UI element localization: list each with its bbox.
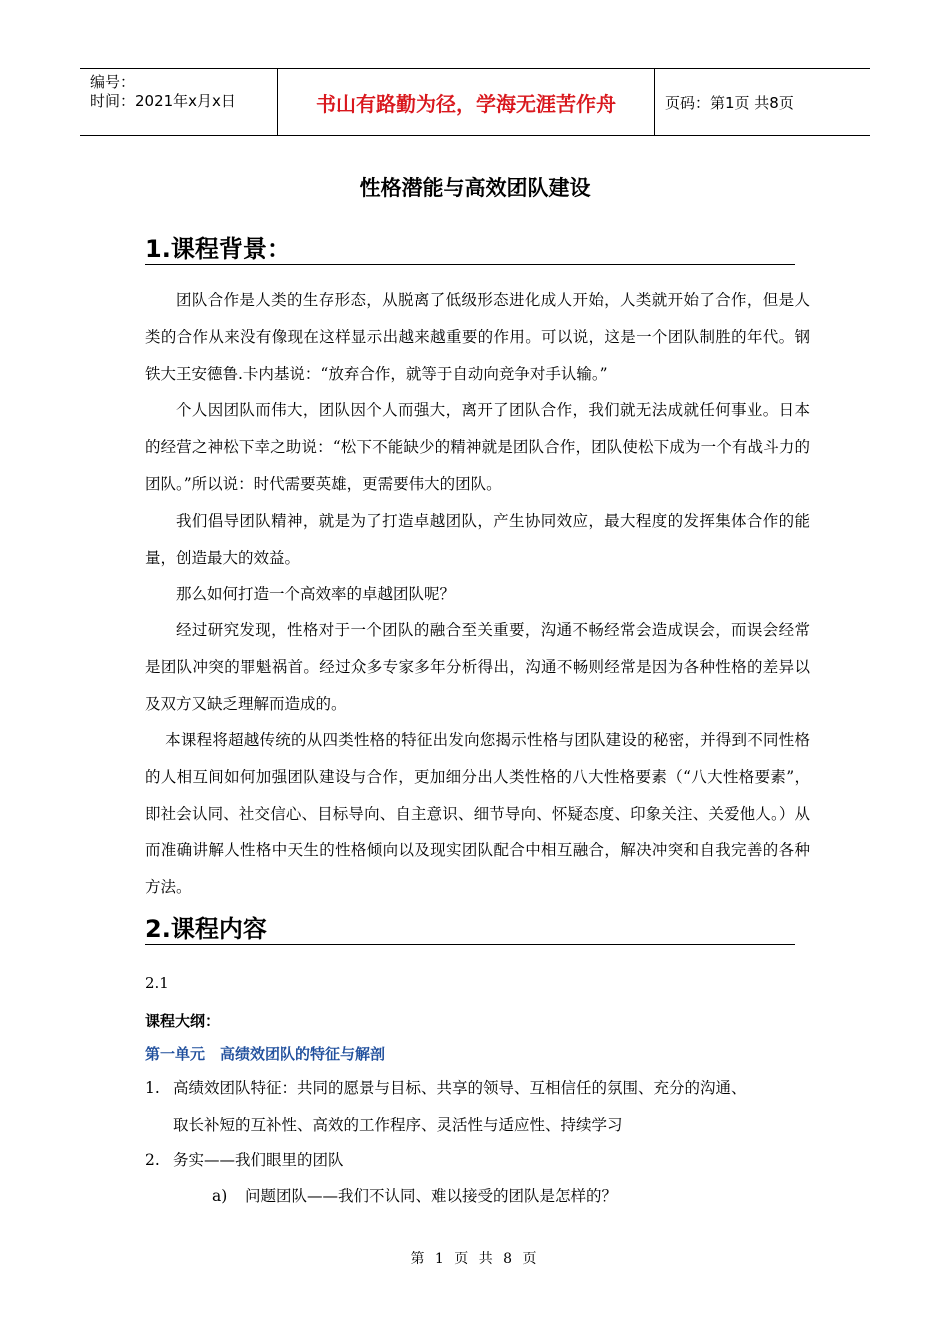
list-text: 务实——我们眼里的团队: [173, 1151, 344, 1169]
header-meta: [80, 69, 278, 135]
list-number: 1.: [145, 1079, 160, 1097]
header-page-info: 页码：第1页 共8页: [665, 93, 794, 112]
page-header: [80, 68, 870, 136]
unit-title: 第一单元 高绩效团队的特征与解剖: [145, 1045, 386, 1063]
sub-section-number: 2.1: [145, 974, 169, 992]
outline-label: 课程大纲：: [145, 1012, 221, 1030]
page-footer: 第 1 页 共 8 页: [410, 1251, 540, 1267]
sub-list-number: a): [212, 1187, 228, 1205]
paragraph: 本课程将超越传统的从四类性格的特征出发向您揭示性格与团队建设的秘密，并得到不同性格的人相互间如何加强团队建设与合作，更加细分出人类性格的八大性格要素（“八大性格要素”，即社会认同、社交信心、目标导向、自主意识、细节导向、怀疑态度、印象关注、关爱他人。）从而准确讲解人性格中天生的性格倾向以及现实团队配合中相互融合，解决冲突和自我完善的各种方法。: [145, 731, 810, 897]
paragraph: 经过研究发现，性格对于一个团队的融合至关重要，沟通不畅经常会造成误会，而误会经常是团队冲突的罪魁祸首。经过众多专家多年分析得出，沟通不畅则经常是因为各种性格的差异以及双方又缺乏理解而造成的。: [145, 621, 810, 713]
sub-list-item: [212, 1184, 617, 1206]
list-number: 2.: [145, 1151, 160, 1169]
number-label: 编号：: [90, 73, 136, 91]
list-item: [145, 1070, 815, 1144]
section-heading-content: 2.课程内容: [145, 914, 795, 945]
paragraph: 个人因团队而伟大，团队因个人而强大，离开了团队合作，我们就无法成就任何事业。日本的经营之神松下幸之助说：“松下不能缺少的精神就是团队合作，团队使松下成为一个有战斗力的团队。”所以说：时代需要英雄，更需要伟大的团队。: [145, 401, 810, 493]
list-item: [145, 1142, 815, 1179]
header-motto: 书山有路勤为径，学海无涯苦作舟: [278, 69, 655, 135]
list-text-continued: 取长补短的互补性、高效的工作程序、灵活性与适应性、持续学习: [173, 1115, 623, 1134]
paragraph: 我们倡导团队精神，就是为了打造卓越团队，产生协同效应，最大程度的发挥集体合作的能量，创造最大的效益。: [145, 512, 810, 567]
document-title: 性格潜能与高效团队建设: [359, 176, 591, 200]
list-text: 高绩效团队特征：共同的愿景与目标、共享的领导、互相信任的氛围、充分的沟通、: [173, 1079, 747, 1097]
section-heading-background: 1.课程背景：: [145, 234, 795, 265]
paragraph: 团队合作是人类的生存形态，从脱离了低级形态进化成人开始，人类就开始了合作，但是人类的合作从来没有像现在这样显示出越来越重要的作用。可以说，这是一个团队制胜的年代。钢铁大王安德鲁.卡内基说：“放弃合作，就等于自动向竞争对手认输。”: [145, 291, 810, 383]
paragraph: 那么如何打造一个高效率的卓越团队呢？: [176, 585, 456, 603]
time-label: 时间：2021年x月x日: [90, 92, 236, 110]
sub-list-text: 问题团队——我们不认同、难以接受的团队是怎样的？: [245, 1187, 618, 1205]
